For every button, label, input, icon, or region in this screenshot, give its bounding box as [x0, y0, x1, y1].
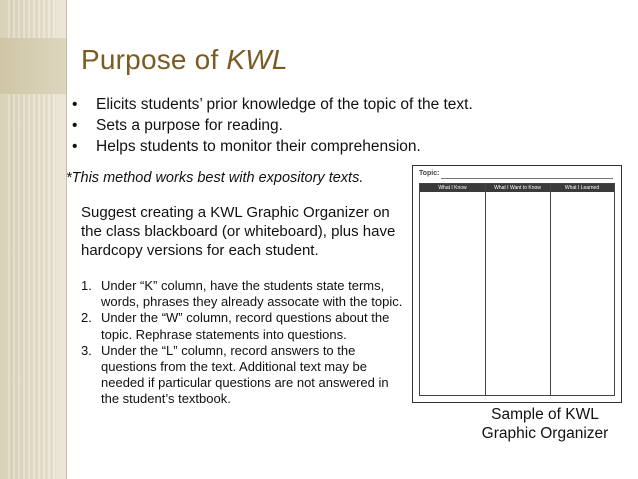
bullet-item: • Elicits students’ prior knowledge of the topic of the text. [70, 94, 473, 115]
step-number: 2. [81, 310, 92, 326]
slide-title [81, 44, 288, 76]
instructions-box [74, 195, 409, 438]
bullet-list [70, 94, 473, 157]
step-item [81, 278, 406, 310]
step-number: 1. [81, 278, 92, 293]
bullet-item: • Sets a purpose for reading. [70, 115, 473, 136]
step-text: Under “K” column, have the students state terms, words, phrases they already assocate with the topic. [101, 278, 403, 310]
caption-line: Graphic Organizer [481, 425, 609, 442]
organizer-col-header: What I Want to Know [494, 185, 541, 191]
step-item [81, 310, 406, 342]
steps-list [81, 278, 406, 408]
step-text: Under the “W” column, record questions about the topic. Rephrase statements into questions. [101, 310, 390, 342]
step-number: 3. [81, 342, 92, 358]
title-accent-band [0, 38, 66, 94]
organizer-topic-label: Topic: [419, 170, 440, 177]
organizer-topic-line [441, 178, 613, 179]
step-item [81, 343, 406, 408]
organizer-col-header: What I Learned [564, 185, 600, 191]
organizer-column-divider [485, 184, 486, 395]
sidebar-divider [66, 0, 67, 479]
title-text: Purpose of [81, 44, 227, 75]
bullet-item: • Helps students to monitor their comprehension. [70, 136, 473, 157]
organizer-col-header: What I Know [438, 185, 467, 191]
kwl-organizer-image [412, 165, 622, 403]
method-note: *This method works best with expository texts. [66, 170, 364, 186]
title-italic-text: KWL [226, 44, 288, 75]
caption-line: Sample of KWL [491, 406, 599, 423]
organizer-table [419, 183, 615, 396]
organizer-column-divider [550, 184, 551, 395]
instructions-paragraph: Suggest creating a KWL Graphic Organizer on the class blackboard (or whiteboard), plus have hardcopy versions for each student. [81, 204, 396, 259]
step-text: Under the “L” column, record answers to the questions from the text. Additional text may be needed if particular questions are not answered in the student’s textbook. [101, 342, 389, 407]
organizer-caption [470, 405, 620, 443]
